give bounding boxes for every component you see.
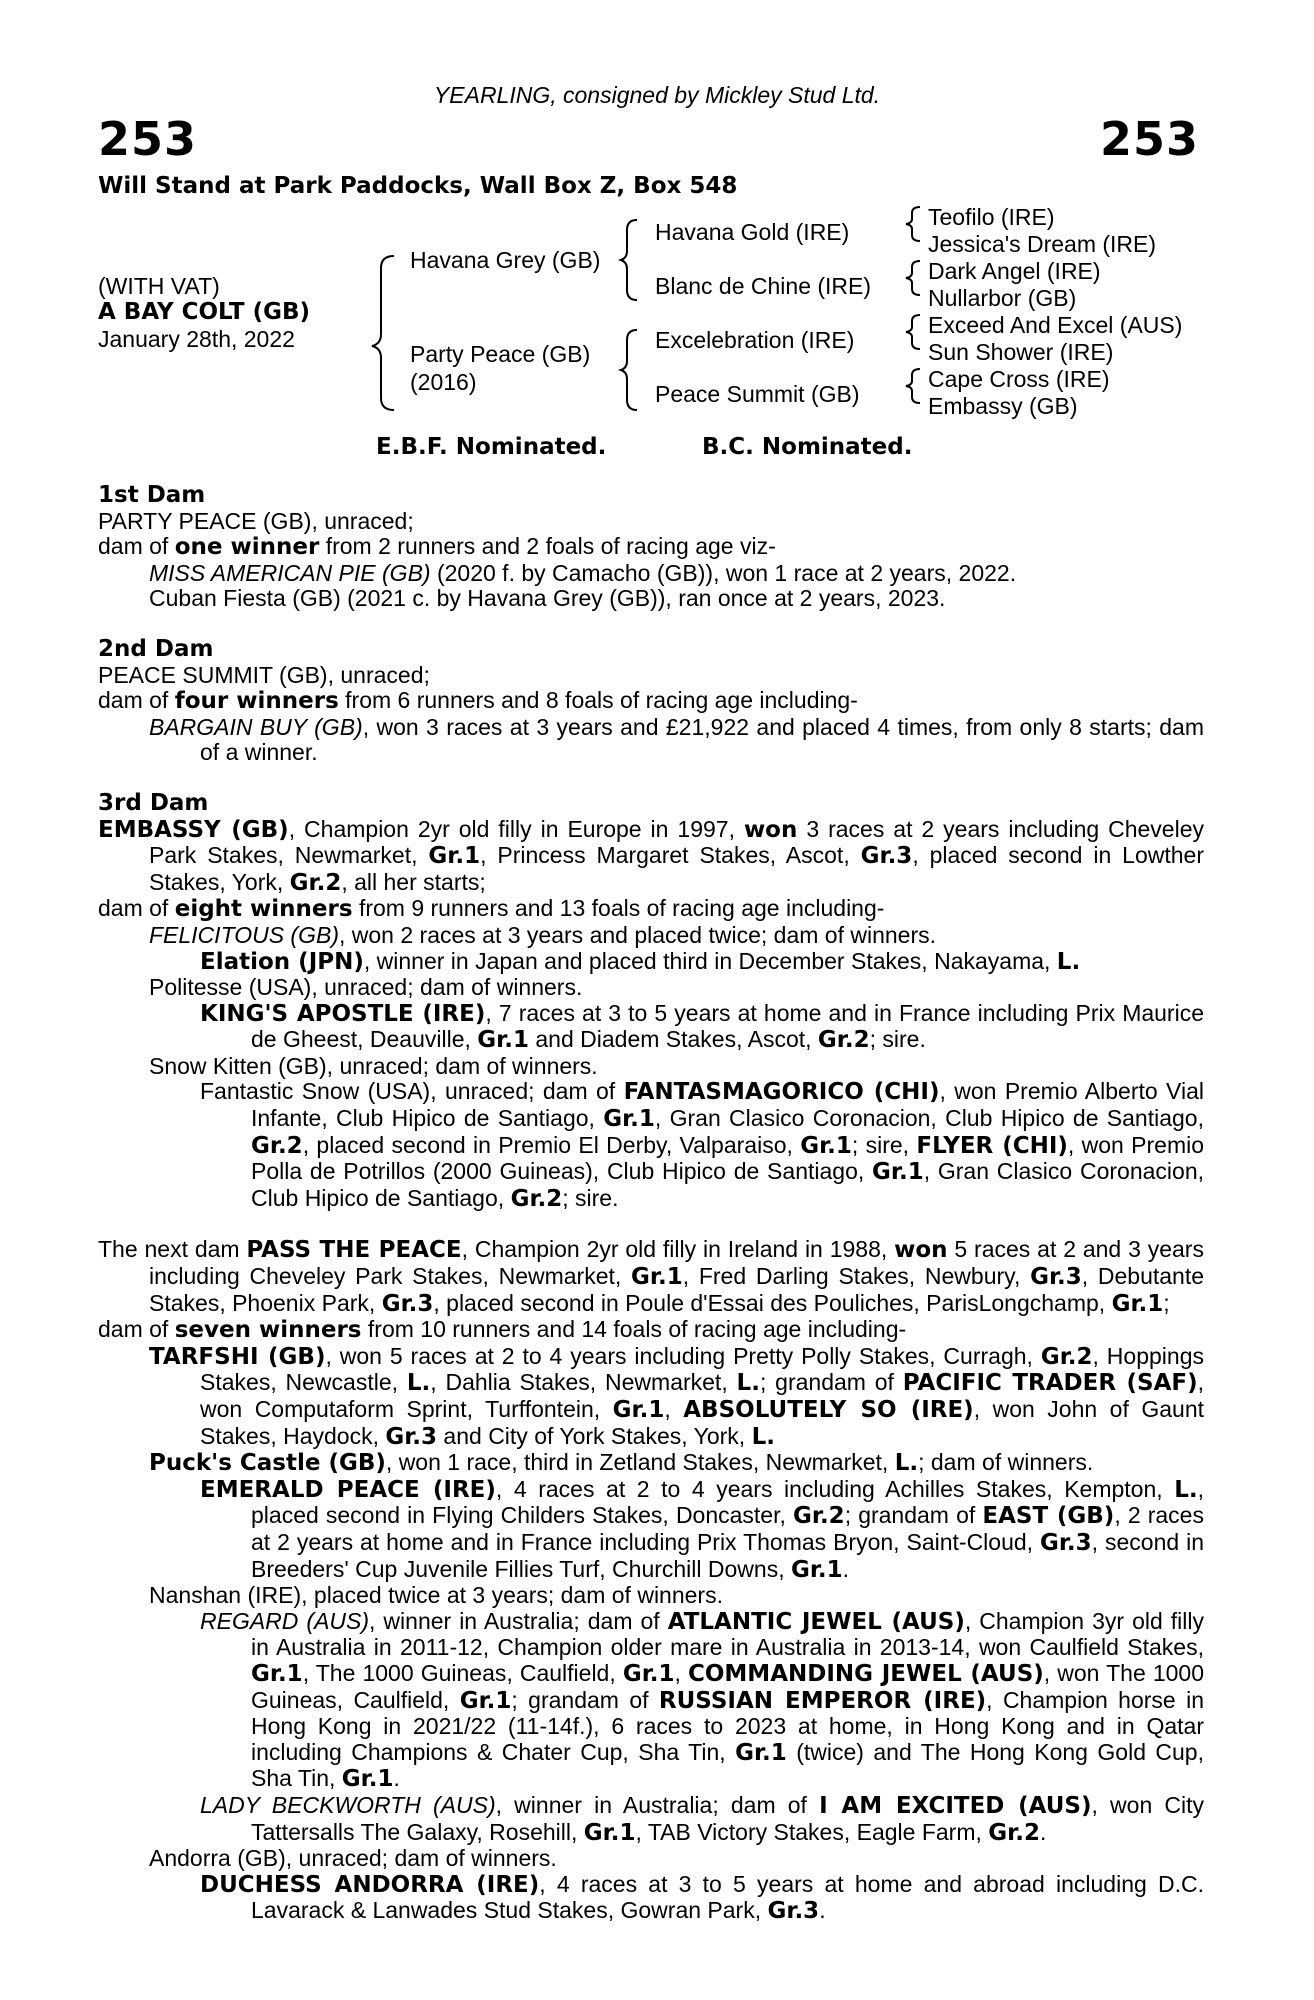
produce-entry: Politesse (USA), unraced; dam of winners. <box>149 974 583 1001</box>
second-dam-produce: dam of four winners from 6 runners and 8 foals of racing age including- <box>98 687 858 715</box>
produce-entry: MISS AMERICAN PIE (GB) (2020 f. by Camacho (GB)), won 1 race at 2 years, 2022. <box>149 559 1017 586</box>
produce-entry: REGARD (AUS), winner in Australia; dam of ATLANTIC JEWEL (AUS), Champion 3yr old filly in Australia in 2011-12, Champion older mare in Australia in 2013-14, won Caulfield Stakes, Gr.1, The 1000 Guineas, Caulfield, Gr.1, COMMANDING JEWEL (AUS), won The 1000 Guineas, Caulfield, Gr.1; grandam of RUSSIAN EMPEROR (IRE), Champion horse in Hong Kong in 2021/22 (11-14f.), 6 races to 2023 at home, in Hong Kong and in Qatar including Champions & Chater Cup, Sha Tin, Gr.1 (twice) and The Hong Kong Gold Cup, Sha Tin, Gr.1. <box>200 1607 1205 1793</box>
produce-entry: Snow Kitten (GB), unraced; dam of winners. <box>149 1052 598 1079</box>
third-dam-heading: 3rd Dam <box>98 789 209 816</box>
produce-entry: Cuban Fiesta (GB) (2021 c. by Havana Grey (GB)), ran once at 2 years, 2023. <box>149 585 946 612</box>
next-dam-line: The next dam PASS THE PEACE, Champion 2yr old filly in Ireland in 1988, won 5 races at 2 and 3 years including Cheveley Park Stakes, Newmarket, Gr.1, Fred Darling Stakes, Newbury, Gr.3, Debutante Stakes, Phoenix Park, Gr.3, placed second in Poule d'Essai des Pouliches, ParisLongchamp, Gr.1; <box>98 1236 1205 1317</box>
third-dam-line: EMBASSY (GB), Champion 2yr old filly in Europe in 1997, won 3 races at 2 years including Cheveley Park Stakes, Newmarket, Gr.1, Princess Margaret Stakes, Ascot, Gr.3, placed second in Lowther Stakes, York, Gr.2, all her starts; <box>98 815 1205 896</box>
third-dam-produce: dam of eight winners from 9 runners and 13 foals of racing age including- <box>98 895 885 923</box>
sire: Havana Grey (GB) <box>410 247 601 273</box>
vat-status: (WITH VAT) <box>98 273 220 299</box>
stabling-location: Will Stand at Park Paddocks, Wall Box Z, Box 548 <box>98 173 738 199</box>
consignor-line: YEARLING, consigned by Mickley Stud Ltd. <box>433 82 881 108</box>
first-dam-produce: dam of one winner from 2 runners and 2 foals of racing age viz- <box>98 533 776 561</box>
gen3-8: Embassy (GB) <box>928 393 1078 419</box>
first-dam-line: PARTY PEACE (GB), unraced; <box>98 507 414 534</box>
produce-entry: FELICITOUS (GB), won 2 races at 3 years and placed twice; dam of winners. <box>149 921 937 948</box>
produce-entry: DUCHESS ANDORRA (IRE), 4 races at 3 to 5 years at home and abroad including D.C. Lavarack & Lanwades Stud Stakes, Gowran Park, Gr.3. <box>200 1870 1204 1925</box>
produce-entry: Andorra (GB), unraced; dam of winners. <box>149 1845 557 1872</box>
produce-entry: Nanshan (IRE), placed twice at 3 years; dam of winners. <box>149 1582 723 1609</box>
gen3-7: Cape Cross (IRE) <box>928 366 1110 392</box>
produce-entry: Puck's Castle (GB), won 1 race, third in Zetland Stakes, Newmarket, L.; dam of winners. <box>149 1449 1094 1477</box>
first-dam-heading: 1st Dam <box>98 482 206 508</box>
produce-entry: Fantastic Snow (USA), unraced; dam of FANTASMAGORICO (CHI), won Premio Alberto Vial Infante, Club Hipico de Santiago, Gr.1, Gran Clasico Coronacion, Club Hipico de Santiago, Gr.2, placed second in Premio El Derby, Valparaiso, Gr.1; sire, FLYER (CHI), won Premio Polla de Potrillos (2000 Guineas), Club Hipico de Santiago, Gr.1, Gran Clasico Coronacion, Club Hipico de Santiago, Gr.2; sire. <box>200 1078 1205 1212</box>
dam-year: (2016) <box>410 369 477 395</box>
produce-entry: LADY BECKWORTH (AUS), winner in Australia; dam of I AM EXCITED (AUS), won City Tattersalls The Galaxy, Rosehill, Gr.1, TAB Victory Stakes, Eagle Farm, Gr.2. <box>200 1791 1204 1846</box>
gen3-6: Sun Shower (IRE) <box>928 339 1114 365</box>
lot-name: A BAY COLT (GB) <box>98 299 311 325</box>
lot-number-right: 253 <box>1099 112 1199 166</box>
lot-number-left: 253 <box>98 112 198 166</box>
produce-entry: TARFSHI (GB), won 5 races at 2 to 4 years including Pretty Polly Stakes, Curragh, Gr.2, Hoppings Stakes, Newcastle, L., Dahlia Stakes, Newmarket, L.; grandam of PACIFIC TRADER (SAF), won Computaform Sprint, Turffontein, Gr.1, ABSOLUTELY SO (IRE), won John of Gaunt Stakes, Haydock, Gr.3 and City of York Stakes, York, L. <box>149 1342 1205 1450</box>
second-dam-heading: 2nd Dam <box>98 635 214 662</box>
produce-entry: EMERALD PEACE (IRE), 4 races at 2 to 4 years including Achilles Stakes, Kempton, L., placed second in Flying Childers Stakes, Doncaster, Gr.2; grandam of EAST (GB), 2 races at 2 years at home and in France including Prix Thomas Bryon, Saint-Cloud, Gr.3, second in Breeders' Cup Juvenile Fillies Turf, Churchill Downs, Gr.1. <box>200 1475 1205 1583</box>
produce-entry: BARGAIN BUY (GB), won 3 races at 3 years and £21,922 and placed 4 times, from only 8 starts; dam of a winner. <box>149 713 1205 766</box>
gen3-1: Teofilo (IRE) <box>928 204 1055 230</box>
ebf-nomination: E.B.F. Nominated. <box>376 434 607 460</box>
sire-dam: Blanc de Chine (IRE) <box>655 273 872 299</box>
next-dam-produce: dam of seven winners from 10 runners and 14 foals of racing age including- <box>98 1316 907 1344</box>
gen3-4: Nullarbor (GB) <box>928 285 1077 311</box>
bc-nomination: B.C. Nominated. <box>702 434 913 460</box>
second-dam-line: PEACE SUMMIT (GB), unraced; <box>98 661 430 688</box>
produce-entry: KING'S APOSTLE (IRE), 7 races at 3 to 5 years at home and in France including Prix Maurice de Gheest, Deauville, Gr.1 and Diadem Stakes, Ascot, Gr.2; sire. <box>200 999 1204 1054</box>
gen3-5: Exceed And Excel (AUS) <box>928 312 1183 338</box>
dam: Party Peace (GB) <box>410 341 591 367</box>
dam-dam: Peace Summit (GB) <box>655 381 860 407</box>
foaling-date: January 28th, 2022 <box>98 326 295 352</box>
produce-entry: Elation (JPN), winner in Japan and placed third in December Stakes, Nakayama, L. <box>200 947 1081 975</box>
dam-sire: Excelebration (IRE) <box>655 327 855 353</box>
sire-sire: Havana Gold (IRE) <box>655 219 850 245</box>
dam-line-text <box>98 483 1204 1925</box>
gen3-2: Jessica's Dream (IRE) <box>928 231 1157 257</box>
gen3-3: Dark Angel (IRE) <box>928 258 1101 284</box>
